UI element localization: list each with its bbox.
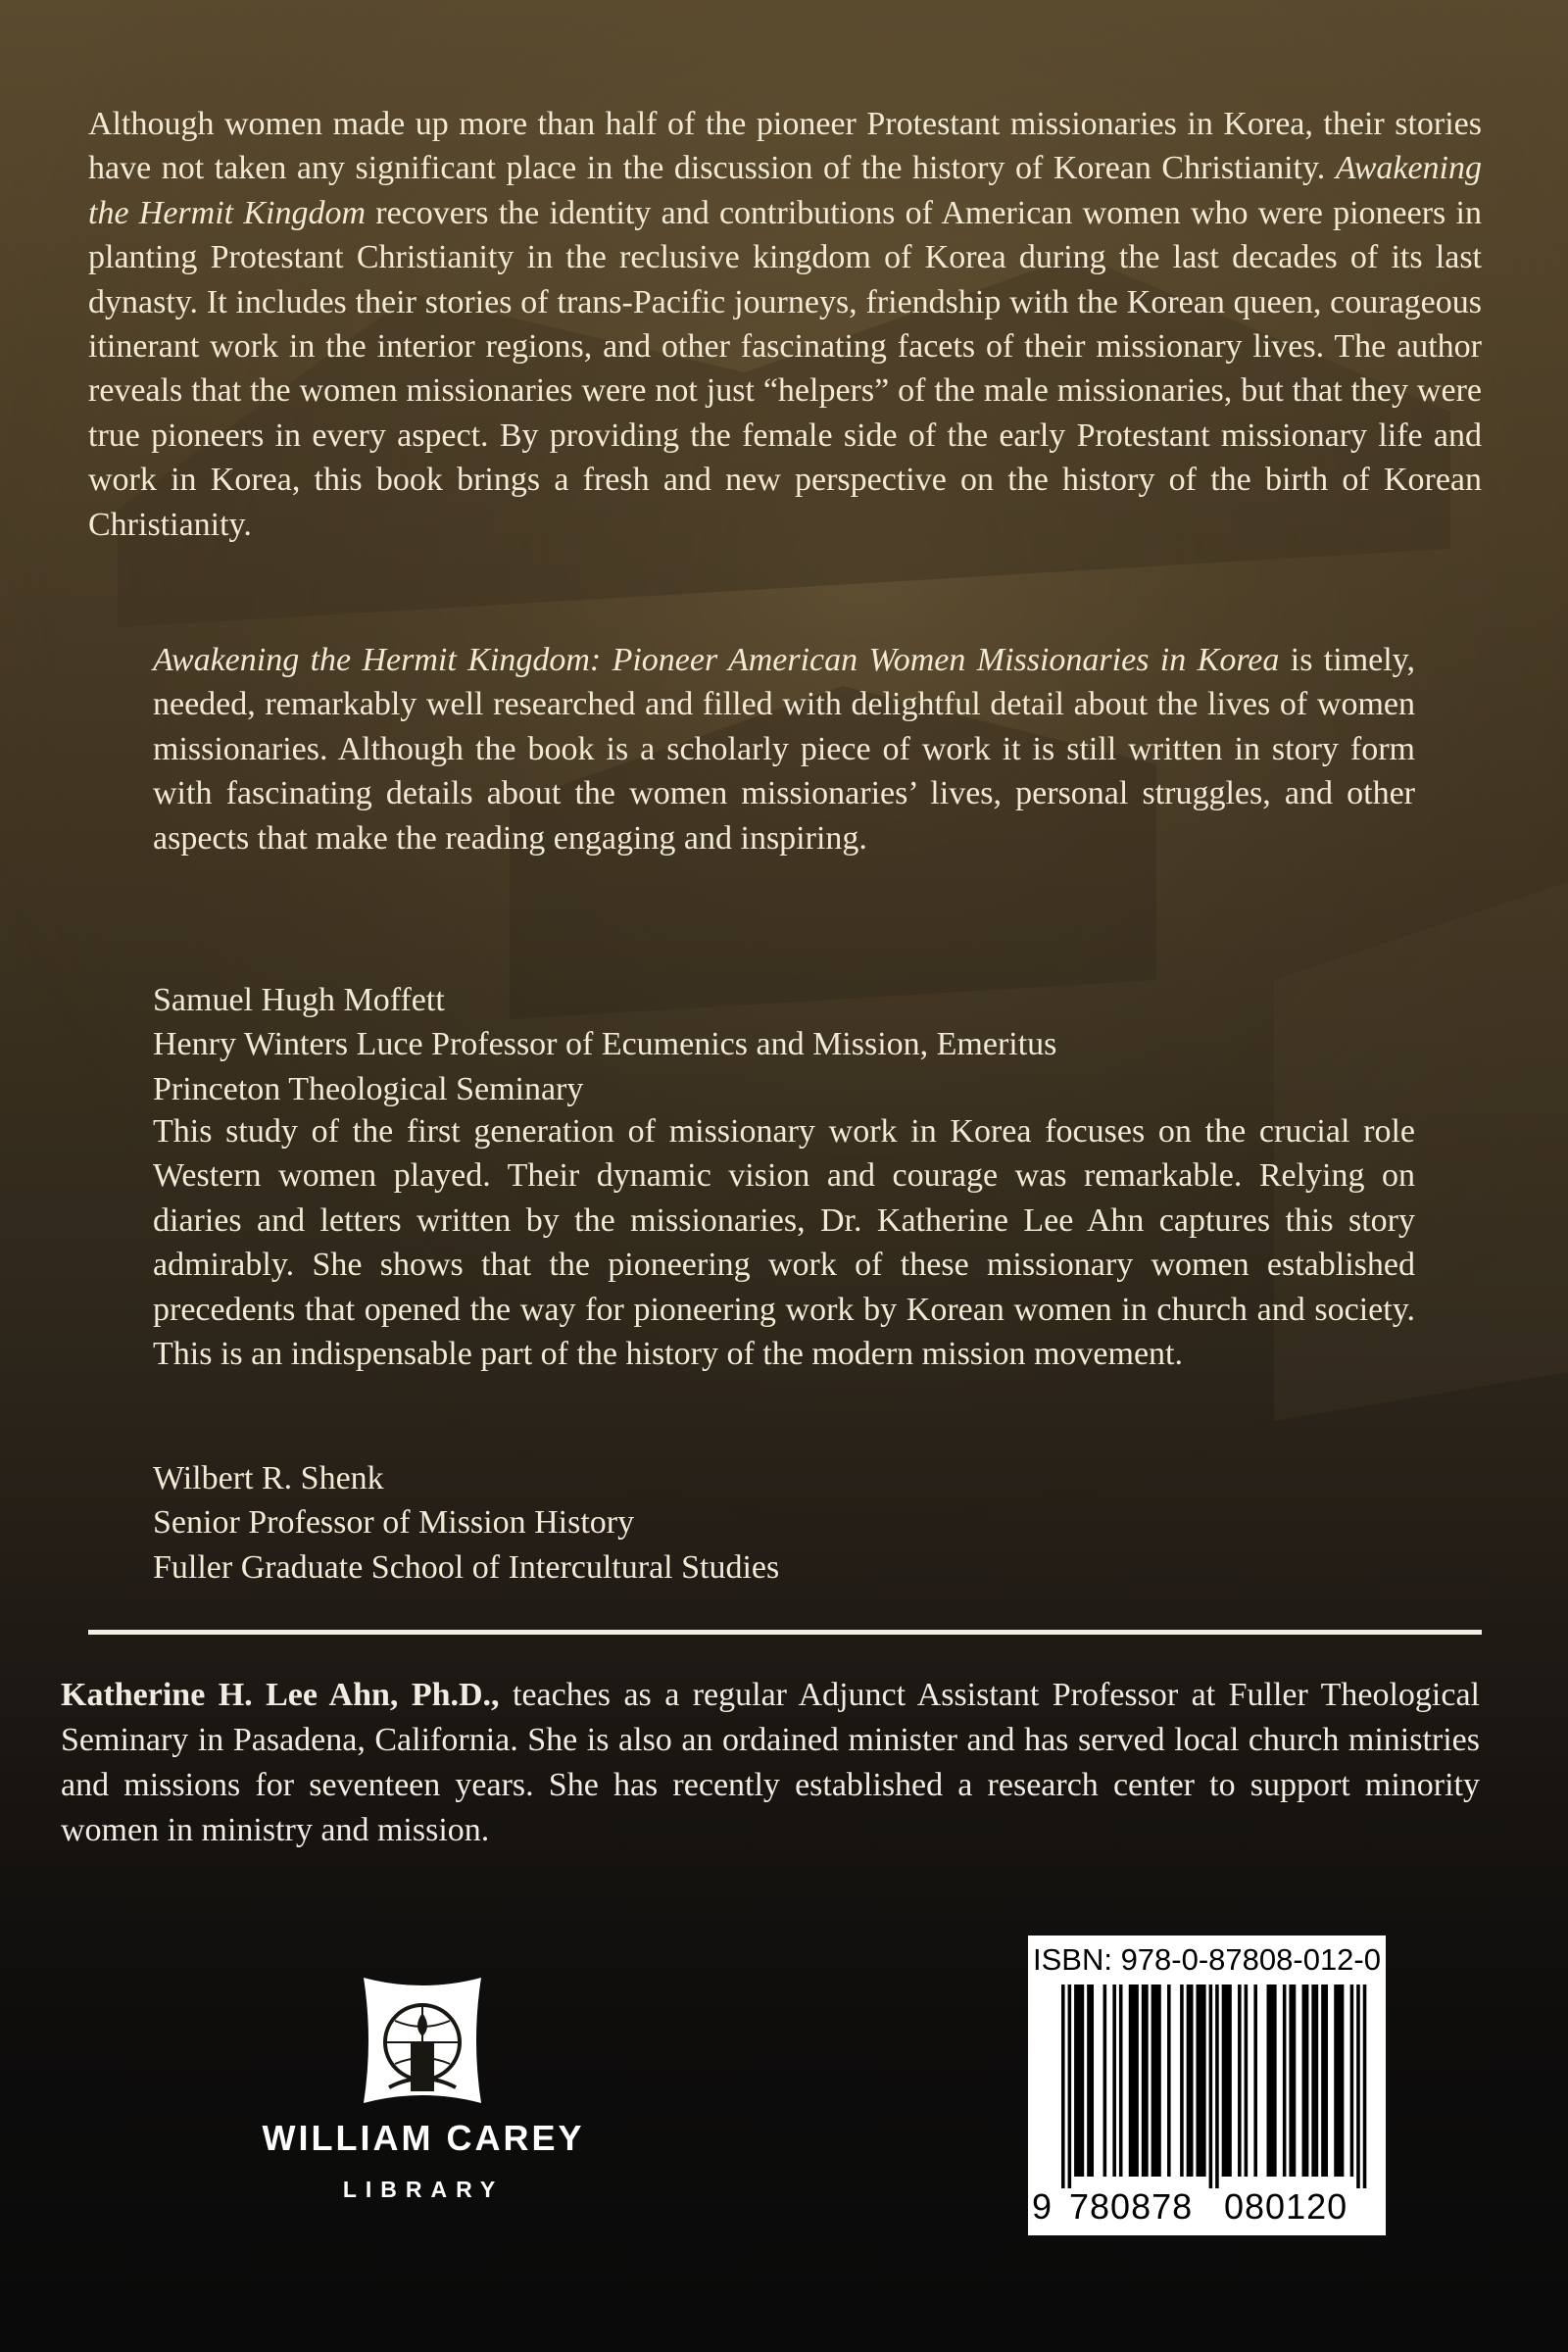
isbn-label: ISBN: 978-0-87808-012-0 — [1032, 1942, 1381, 1977]
endorser-position: Senior Professor of Mission History — [153, 1504, 635, 1542]
barcode-bar — [1154, 1984, 1158, 2177]
barcode-bar — [1090, 1984, 1094, 2177]
author-bio-text: teaches as a regular Adjunct Assistant Professor at Fuller Theological Seminary in Pasadena, California. She is also an ordained minister and has served local church ministries and missions for seventeen years. She has recently established a research center to support minority women in ministry and mission. — [61, 1677, 1480, 1848]
barcode-bar — [1238, 1984, 1242, 2177]
barcode-bar — [1267, 1984, 1271, 2177]
barcode-bar — [1209, 1984, 1213, 2188]
endorsement-quote — [153, 638, 1415, 860]
barcode-bar — [1334, 1984, 1338, 2177]
barcode-bar — [1311, 1984, 1315, 2177]
barcode-bar — [1302, 1984, 1306, 2177]
barcode-digits-left: 780878 — [1069, 2186, 1194, 2227]
barcode-bar — [1132, 1984, 1136, 2177]
barcode-bar — [1087, 1984, 1091, 2177]
barcode-bar — [1315, 1984, 1319, 2177]
author-bio — [61, 1673, 1480, 1853]
barcode-bar — [1289, 1984, 1293, 2177]
endorser-institution: Princeton Theological Seminary — [153, 1070, 584, 1107]
barcode-bar — [1215, 1984, 1219, 2188]
barcode-bar — [1202, 1984, 1206, 2177]
barcode-bar — [1142, 1984, 1146, 2177]
endorser-name: Wilbert R. Shenk — [153, 1460, 384, 1496]
barcode-bar — [1157, 1984, 1161, 2177]
publisher-name: WILLIAM CAREY — [262, 2118, 585, 2158]
divider — [88, 1630, 1482, 1635]
barcode-bar — [1245, 1984, 1249, 2177]
barcode-bar — [1068, 1984, 1072, 2188]
endorser-institution: Fuller Graduate School of Intercultural Studies — [153, 1548, 780, 1586]
barcode-bar — [1074, 1984, 1078, 2177]
barcode-bar — [1077, 1984, 1081, 2177]
barcode-digit-first: 9 — [1032, 2186, 1053, 2227]
endorser-name: Samuel Hugh Moffett — [153, 982, 445, 1018]
book-summary — [88, 102, 1482, 547]
barcode-bar — [1152, 1984, 1155, 2177]
barcode-bar — [1293, 1984, 1297, 2177]
barcode-bar — [1350, 1984, 1354, 2177]
endorser-position: Henry Winters Luce Professor of Ecumenics and Mission, Emeritus — [153, 1026, 1057, 1063]
barcode-digits-right: 080120 — [1224, 2186, 1348, 2227]
barcode-bar — [1283, 1984, 1287, 2177]
barcode-bar — [1103, 1984, 1107, 2177]
summary-book-title: Awakening the Hermit Kingdom — [88, 150, 1482, 231]
barcode-bar — [1338, 1984, 1342, 2177]
barcode-bar — [1200, 1984, 1203, 2177]
barcode-bar — [1135, 1984, 1139, 2177]
barcode-bar — [1222, 1984, 1226, 2177]
summary-text-2: recovers the identity and contributions of American women who were pioneers in planting Protestant Christianity in the reclusive kingdom of Korea during the last decades of its last dynasty. It includes their stories of trans-Pacific journeys, friendship with the Korean queen, courageous itinerant work in the interior regions, and other fascinating facets of their missionary lives. The author reveals that the women missionaries were not just “helpers” of the male missionaries, but that they were true pioneers in every aspect. By providing the female side of the early Protestant missionary life and work in Korea, this book brings a fresh and new perspective on the history of the birth of Korean Christianity. — [88, 194, 1482, 543]
endorsement-attribution — [153, 978, 1415, 1111]
barcode-bar — [1321, 1984, 1325, 2177]
barcode-bar — [1324, 1984, 1328, 2177]
barcode-bar — [1187, 1984, 1191, 2177]
endorsement-attribution — [153, 1456, 1415, 1590]
author-name: Katherine H. Lee Ahn, Ph.D., — [61, 1677, 500, 1713]
summary-text-1: Although women made up more than half of the pioneer Protestant missionaries in Korea, their stories have not taken any significant place in the discussion of the history of Korean Christianity. — [88, 106, 1482, 187]
barcode-bar — [1270, 1984, 1274, 2177]
william-carey-library-logo-icon — [350, 1972, 495, 2109]
barcode-bar — [1145, 1984, 1149, 2177]
barcode-bar — [1305, 1984, 1309, 2177]
barcode-bar — [1190, 1984, 1194, 2177]
barcode-bar — [1196, 1984, 1200, 2177]
barcode-bars — [1040, 1984, 1374, 2188]
barcode-bar — [1253, 1984, 1257, 2177]
endorsement-text: is timely, needed, remarkably well researched and filled with delightful detail about the lives of women missionaries. Although the book is a scholarly piece of work it is still written in story form with fascinating details about the women missionaries’ lives, personal struggles, and other aspects that make the reading engaging and inspiring. — [153, 642, 1415, 857]
barcode-bar — [1273, 1984, 1277, 2177]
publisher-subtitle: LIBRARY — [342, 2177, 505, 2202]
barcode-bar — [1356, 1984, 1360, 2188]
barcode-bar — [1061, 1984, 1065, 2188]
endorsement-book-title: Awakening the Hermit Kingdom: Pioneer American Women Missionaries in Korea — [153, 642, 1280, 678]
barcode-bar — [1112, 1984, 1116, 2177]
barcode-bar — [1081, 1984, 1085, 2177]
isbn-barcode — [1028, 1936, 1386, 2235]
barcode-bar — [1341, 1984, 1345, 2177]
endorsement-quote — [153, 1109, 1415, 1376]
barcode-bar — [1228, 1984, 1232, 2177]
endorsement-text: This study of the first generation of missionary work in Korea focuses on the crucial role Western women played. Their dynamic vision and courage was remarkable. Relying on diaries and letters written by the missionaries, Dr. Katherine Lee Ahn captures this story admirably. She shows that the pioneering work of these missionary women established precedents that opened the way for pioneering work by Korean women in church and society. This is an indispensable part of the history of the modern mission movement. — [153, 1113, 1415, 1373]
barcode-bar — [1225, 1984, 1229, 2177]
barcode-bar — [1180, 1984, 1184, 2177]
barcode-bar — [1119, 1984, 1123, 2177]
barcode-bar — [1167, 1984, 1171, 2177]
barcode-bar — [1129, 1984, 1133, 2177]
barcode-bar — [1363, 1984, 1367, 2188]
publisher-logo — [227, 1957, 619, 2231]
